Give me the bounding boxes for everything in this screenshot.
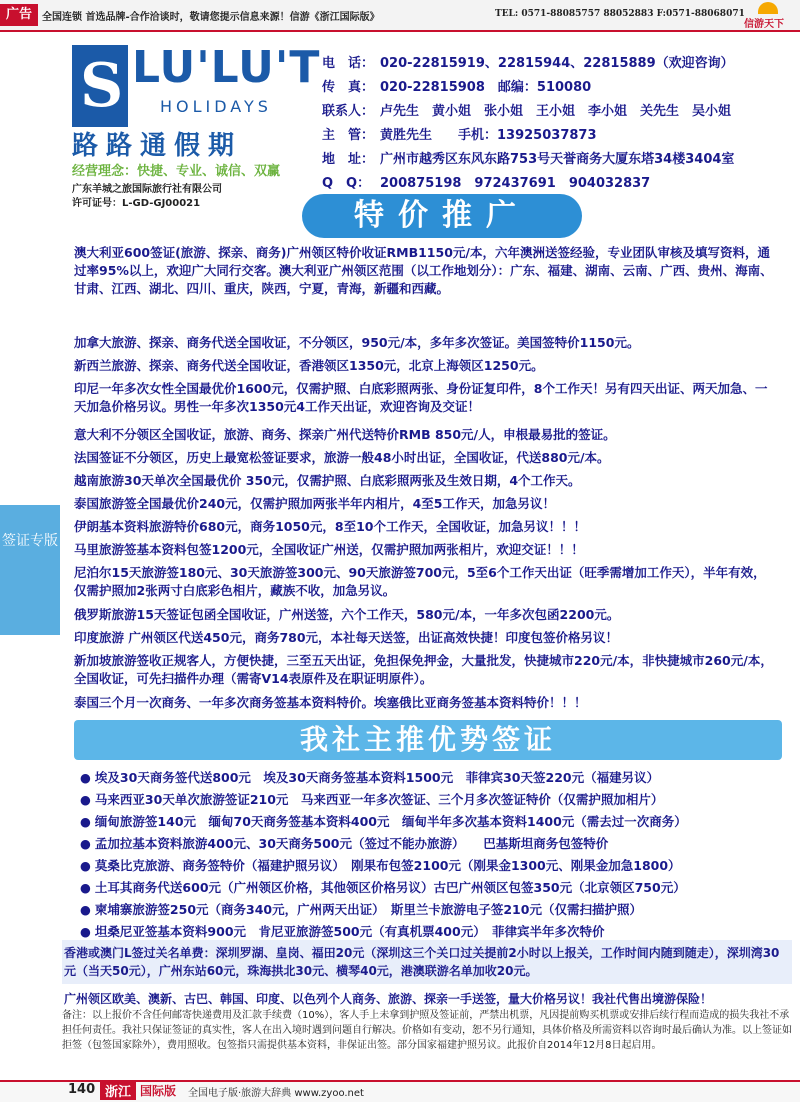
special-iran: 伊朗基本资料旅游特价680元，商务1050元，8至10个工作天，全国收证，加急另议！！！ [74, 519, 586, 534]
license-number: 许可证号：L-GD-GJ00021 [72, 198, 201, 209]
special-canada: 加拿大旅游、探亲、商务代送全国收证，不分领区，950元/本，多年多次签证。美国签特价1150元。 [74, 335, 640, 350]
remarks: 备注：以上报价不含任何邮寄快递费用及汇款手续费（10%），客人手上未拿到护照及签证前，严禁出机票，凡因提前购买机票或安排后续行程而造成的损失我社不承担任何责任。我社只保证签证的真实性，客人在出入境时遇到问题自行解决。价格如有变动，恕不另行通知，具体价格及所需资料以咨询时最后确认为准。以上签证如拒签（包签国家除外），费用照收。包签指只需提供基本资料，非保证出签。部分国家福建护照另议。此报价自2014年12月8日起启用。 [62, 1010, 792, 1051]
contact-qq: Q Q： 200875198 972437691 904032837 [322, 176, 651, 191]
list-item: ● 土耳其商务代送600元（广州领区价格，其他领区价格另议）古巴广州领区包签350元（北京领区750元） [80, 880, 686, 895]
visa-section-tab: 签证专版 [0, 505, 60, 635]
contact-address: 地 址： 广州市越秀区东风东路753号天誉商务大厦东塔34楼3404室 [322, 152, 735, 167]
special-france: 法国签证不分领区，历史上最宽松签证要求，旅游一般48小时出证，全国收证，代送880元/本。 [74, 450, 610, 465]
special-thailand-business: 泰国三个月一次商务、一年多次商务签基本资料特价。埃塞俄比亚商务签基本资料特价！！！ [74, 695, 587, 710]
brand-logo-mark [72, 45, 128, 127]
list-item: ● 柬埔寨旅游签250元（商务340元，广州两天出证） 斯里兰卡旅游电子签210元（仅需扫描护照） [80, 902, 642, 917]
company-name: 广东羊城之旅国际旅行社有限公司 [72, 184, 222, 195]
brand-subtitle: HOLIDAYS [160, 97, 272, 116]
special-new-zealand: 新西兰旅游、探亲、商务代送全国收证，香港领区1350元，北京上海领区1250元。 [74, 358, 544, 373]
list-item: ● 坦桑尼亚签基本资料900元 肯尼亚旅游签500元（有真机票400元） 菲律宾半年多次特价 [80, 924, 605, 939]
contact-phone: 电 话： 020-22815919、22815944、22815889（欢迎咨询） [322, 56, 734, 71]
list-item: ● 缅甸旅游签140元 缅甸70天商务签基本资料400元 缅甸半年多次基本资料1400元（需去过一次商务） [80, 814, 687, 829]
contact-manager: 主 管： 黄胜先生 手机：13925037873 [322, 128, 597, 143]
special-offers-banner: 特价推广 [302, 194, 582, 238]
special-vietnam: 越南旅游30天单次全国最优价 350元，仅需护照、白底彩照两张及生效日期，4个工作天。 [74, 473, 581, 488]
hk-macau-fees: 香港或澳门L签过关名单费：深圳罗湖、皇岗、福田20元（深圳这三个关口过关提前2小时以上报关，工作时间内随到随走），深圳湾30元（当天50元），广州东站60元，珠海拱北30元、横琴40元，港澳联游名单加收20元。 [64, 946, 780, 978]
contact-fax: 传 真： 020-22815908 邮编：510080 [322, 80, 592, 95]
list-item: ● 莫桑比克旅游、商务签特价（福建护照另议） 刚果布包签2100元（刚果金1300元、刚果金加急1800） [80, 858, 681, 873]
special-russia: 俄罗斯旅游15天签证包函全国收证，广州送签，六个工作天，580元/本，一年多次包函2200元。 [74, 607, 620, 622]
special-mali: 马里旅游签基本资料包签1200元，全国收证广州送，仅需护照加两张相片，欢迎交证！！！ [74, 542, 584, 557]
special-nepal: 尼泊尔15天旅游签180元、30天旅游签300元、90天旅游签700元，5至6个工作天出证（旺季需增加工作天），半年有效，仅需护照加2张两寸白底彩色相片，藏族不收，加急另议。 [74, 565, 766, 598]
special-singapore: 新加坡旅游签收正规客人，方便快捷，三至五天出证，免担保免押金，大量批发，快捷城市220元/本，非快捷城市260元/本，全国收证，可先扫描件办理（需寄V14表原件及在职证明原件）。 [74, 653, 773, 686]
special-india: 印度旅游 广州领区代送450元，商务780元，本社每天送签，出证高效快捷！印度包签价格另议！ [74, 630, 619, 645]
edition-label: 国际版 [140, 1084, 177, 1098]
ad-tag: 广告 [0, 4, 38, 26]
brand-name-en: LU'LU'T [132, 42, 321, 93]
logo-s-icon: S [80, 51, 124, 121]
guangzhou-notice: 广州领区欧美、澳新、古巴、韩国、印度、以色列个人商务、旅游、探亲一手送签，量大价格另议！我社代售出境游保险！ [64, 992, 713, 1006]
special-italy: 意大利不分领区全国收证，旅游、商务、探亲广州代送特价RMB 850元/人，申根最易批的签证。 [74, 427, 616, 442]
page-number: 140 [68, 1082, 96, 1097]
top-slogan: 全国连锁 首选品牌-合作洽谈时，敬请您提示信息来源！信游《浙江国际版》 [42, 12, 380, 23]
special-thailand: 泰国旅游签全国最优价240元，仅需护照加两张半年内相片，4至5工作天，加急另议！ [74, 496, 555, 511]
special-indonesia: 印尼一年多次女性全国最优价1600元，仅需护照、白底彩照两张、身份证复印件，8个工作天！另有四天出证、两天加急、一天加急价格另议。男性一年多次1350元4工作天出证，欢迎咨询及交证！ [74, 381, 768, 414]
corner-logo [738, 0, 798, 30]
corner-logo-text: 信游天下 [744, 19, 784, 30]
contact-persons: 联系人： 卢先生 黄小姐 张小姐 王小姐 李小姐 关先生 吴小姐 [322, 104, 732, 119]
brand-name-cn: 路路通假期 [72, 131, 243, 161]
philosophy: 经营理念：快捷、专业、诚信、双赢 [72, 164, 281, 179]
top-tel: TEL: 0571-88085757 88052883 F:0571-88068071 [495, 9, 745, 19]
sun-icon [758, 2, 778, 14]
list-item: ● 孟加拉基本资料旅游400元、30天商务500元（签过不能办旅游） 巴基斯坦商务包签特价 [80, 836, 609, 851]
list-item: ● 马来西亚30天单次旅游签证210元 马来西亚一年多次签证、三个月多次签证特价（仅需护照加相片） [80, 792, 664, 807]
footer-tagline: 全国电子版·旅游大辞典 www.zyoo.net [188, 1088, 364, 1099]
list-item: ● 埃及30天商务签代送800元 埃及30天商务签基本资料1500元 菲律宾30天签220元（福建另议） [80, 770, 660, 785]
region-badge: 浙江 [100, 1081, 136, 1100]
special-australia: 澳大利亚600签证(旅游、探亲、商务)广州领区特价收证RMB1150元/本，六年澳洲送签经验，专业团队审核及填写资料，通过率95%以上，欢迎广大同行交客。澳大利亚广州领区范围（以工作地划分）：广东、福建、湖南、云南、广西、贵州、海南、甘肃、江西、湖北、四川、重庆，陕西，宁夏，青海，新疆和西藏。 [74, 245, 773, 296]
recommended-visas-banner: 我社主推优势签证 [74, 720, 782, 760]
